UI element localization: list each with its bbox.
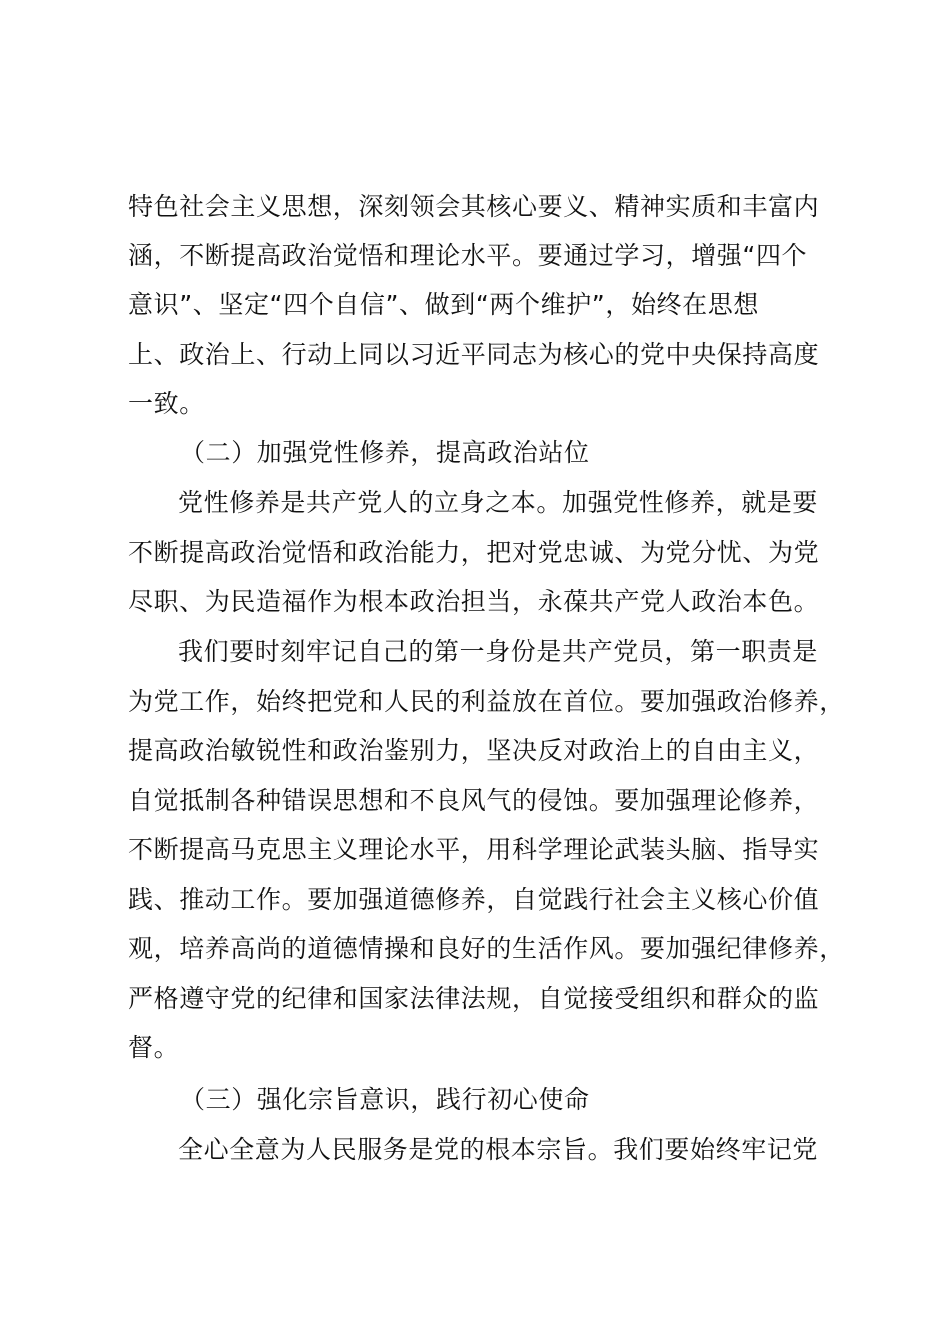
text-line: 尽职、为民造福作为根本政治担当，永葆共产党人政治本色。	[128, 587, 820, 616]
text-line: 自觉抵制各种错误思想和不良风气的侵蚀。要加强理论修养，	[128, 786, 820, 815]
text-line: 意识”、坚定“四个自信”、做到“两个维护”，始终在思想	[128, 290, 759, 319]
text-line: 为党工作，始终把党和人民的利益放在首位。要加强政治修养，	[128, 687, 845, 716]
text-line: 提高政治敏锐性和政治鉴别力，坚决反对政治上的自由主义，	[128, 736, 820, 765]
text-line: 观，培养高尚的道德情操和良好的生活作风。要加强纪律修养，	[128, 934, 845, 963]
text-line: 不断提高马克思主义理论水平，用科学理论武装头脑、指导实	[128, 835, 820, 864]
paragraph-first-line: 我们要时刻牢记自己的第一身份是共产党员，第一职责是	[178, 637, 819, 666]
text-line: 涵，不断提高政治觉悟和理论水平。要通过学习，增强“四个	[128, 241, 808, 270]
section-heading: （三）强化宗旨意识，践行初心使命	[180, 1085, 590, 1114]
section-heading: （二）加强党性修养，提高政治站位	[180, 438, 590, 467]
paragraph-first-line: 党性修养是共产党人的立身之本。加强党性修养，就是要	[178, 488, 819, 517]
text-line: 严格遵守党的纪律和国家法律法规，自觉接受组织和群众的监	[128, 984, 820, 1013]
text-line: 践、推动工作。要加强道德修养，自觉践行社会主义核心价值	[128, 885, 820, 914]
text-line: 不断提高政治觉悟和政治能力，把对党忠诚、为党分忧、为党	[128, 538, 820, 567]
text-line: 一致。	[128, 389, 205, 418]
text-line: 特色社会主义思想，深刻领会其核心要义、精神实质和丰富内	[128, 192, 820, 221]
text-line: 上、政治上、行动上同以习近平同志为核心的党中央保持高度	[128, 340, 820, 369]
text-line: 督。	[128, 1033, 180, 1062]
paragraph-first-line: 全心全意为人民服务是党的根本宗旨。我们要始终牢记党	[178, 1135, 819, 1164]
